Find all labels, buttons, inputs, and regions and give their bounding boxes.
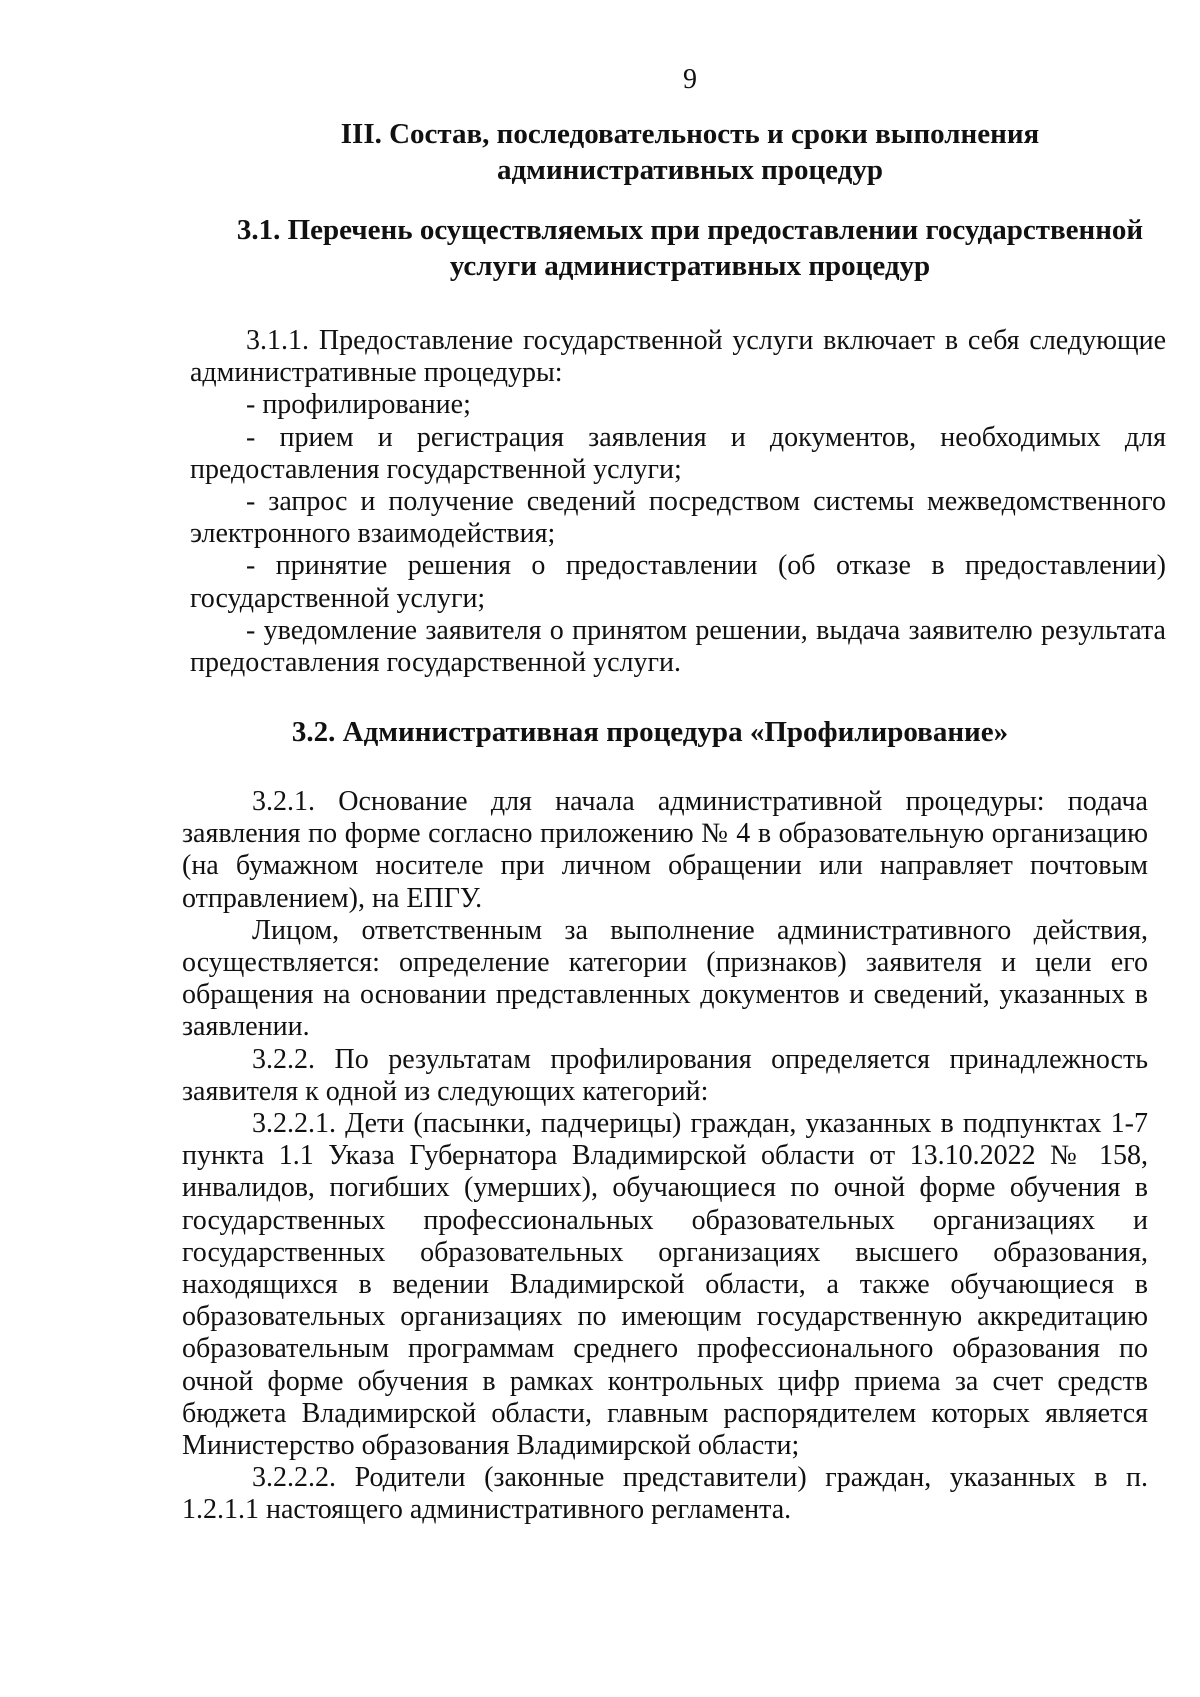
list-item: - уведомление заявителя о принятом решении, выдача заявителю результата предоставления государственной услуги. xyxy=(190,614,1166,679)
section-title-line2: административных процедур xyxy=(497,154,883,186)
list-item: - принятие решения о предоставлении (об отказе в предоставлении) государственной услуги; xyxy=(190,550,1166,614)
subsection-32-title: 3.2. Административная процедура «Профилирование» xyxy=(291,716,1009,748)
paragraph-311: 3.1.1. Предоставление государственной услуги включает в себя следующие административные процедуры: xyxy=(190,325,1166,389)
paragraph-3222: 3.2.2.2. Родители (законные представители) граждан, указанных в п. 1.2.1.1 настоящего административного регламента. xyxy=(182,1462,1148,1526)
section-title-line1: III. Состав, последовательность и сроки выполнения xyxy=(340,118,1040,150)
subsection-31-title-line1: 3.1. Перечень осуществляемых при предоставлении государственной xyxy=(236,214,1144,246)
paragraph-321-responsible: Лицом, ответственным за выполнение административного действия, осуществляется: определение категории (признаков) заявителя и цели его обращения на основании представленных документов и сведений, указанных в заявлении. xyxy=(182,914,1148,1043)
page-number: 9 xyxy=(683,64,697,95)
paragraph-322: 3.2.2. По результатам профилирования определяется принадлежность заявителя к одной из следующих категорий: xyxy=(182,1043,1148,1107)
subsection-31-title-line2: услуги административных процедур xyxy=(449,250,931,282)
list-item: - профилирование; xyxy=(246,389,471,421)
subsection-31-title xyxy=(190,212,1190,284)
list-item: - прием и регистрация заявления и документов, необходимых для предоставления государственной услуги; xyxy=(190,421,1166,485)
paragraph-3221: 3.2.2.1. Дети (пасынки, падчерицы) граждан, указанных в подпунктах 1-7 пункта 1.1 Указа Губернатора Владимирской области от 13.10.2022 № 158, инвалидов, погибших (умерших), обучающиеся по очной форме обучения в государственных профессиональных образовательных организациях и государственных образовательных организациях высшего образования, находящихся в ведении Владимирской области, а также обучающиеся в образовательных организациях по имеющим государственную аккредитацию образовательным программам среднего профессионального образования по очной форме обучения в рамках контрольных цифр приема за счет средств бюджета Владимирской области, главным распорядителем которых является Министерство образования Владимирской области; xyxy=(182,1108,1148,1462)
profiling-procedure-block xyxy=(182,786,1148,1527)
paragraph-321: 3.2.1. Основание для начала административной процедуры: подача заявления по форме согласно приложению № 4 в образовательную организацию (на бумажном носителе при личном обращении или направляет почтовым отправлением), на ЕПГУ. xyxy=(182,786,1148,914)
section-title xyxy=(190,116,1190,188)
list-item: - запрос и получение сведений посредством системы межведомственного электронного взаимодействия; xyxy=(190,486,1166,550)
procedures-list-block xyxy=(190,325,1166,679)
